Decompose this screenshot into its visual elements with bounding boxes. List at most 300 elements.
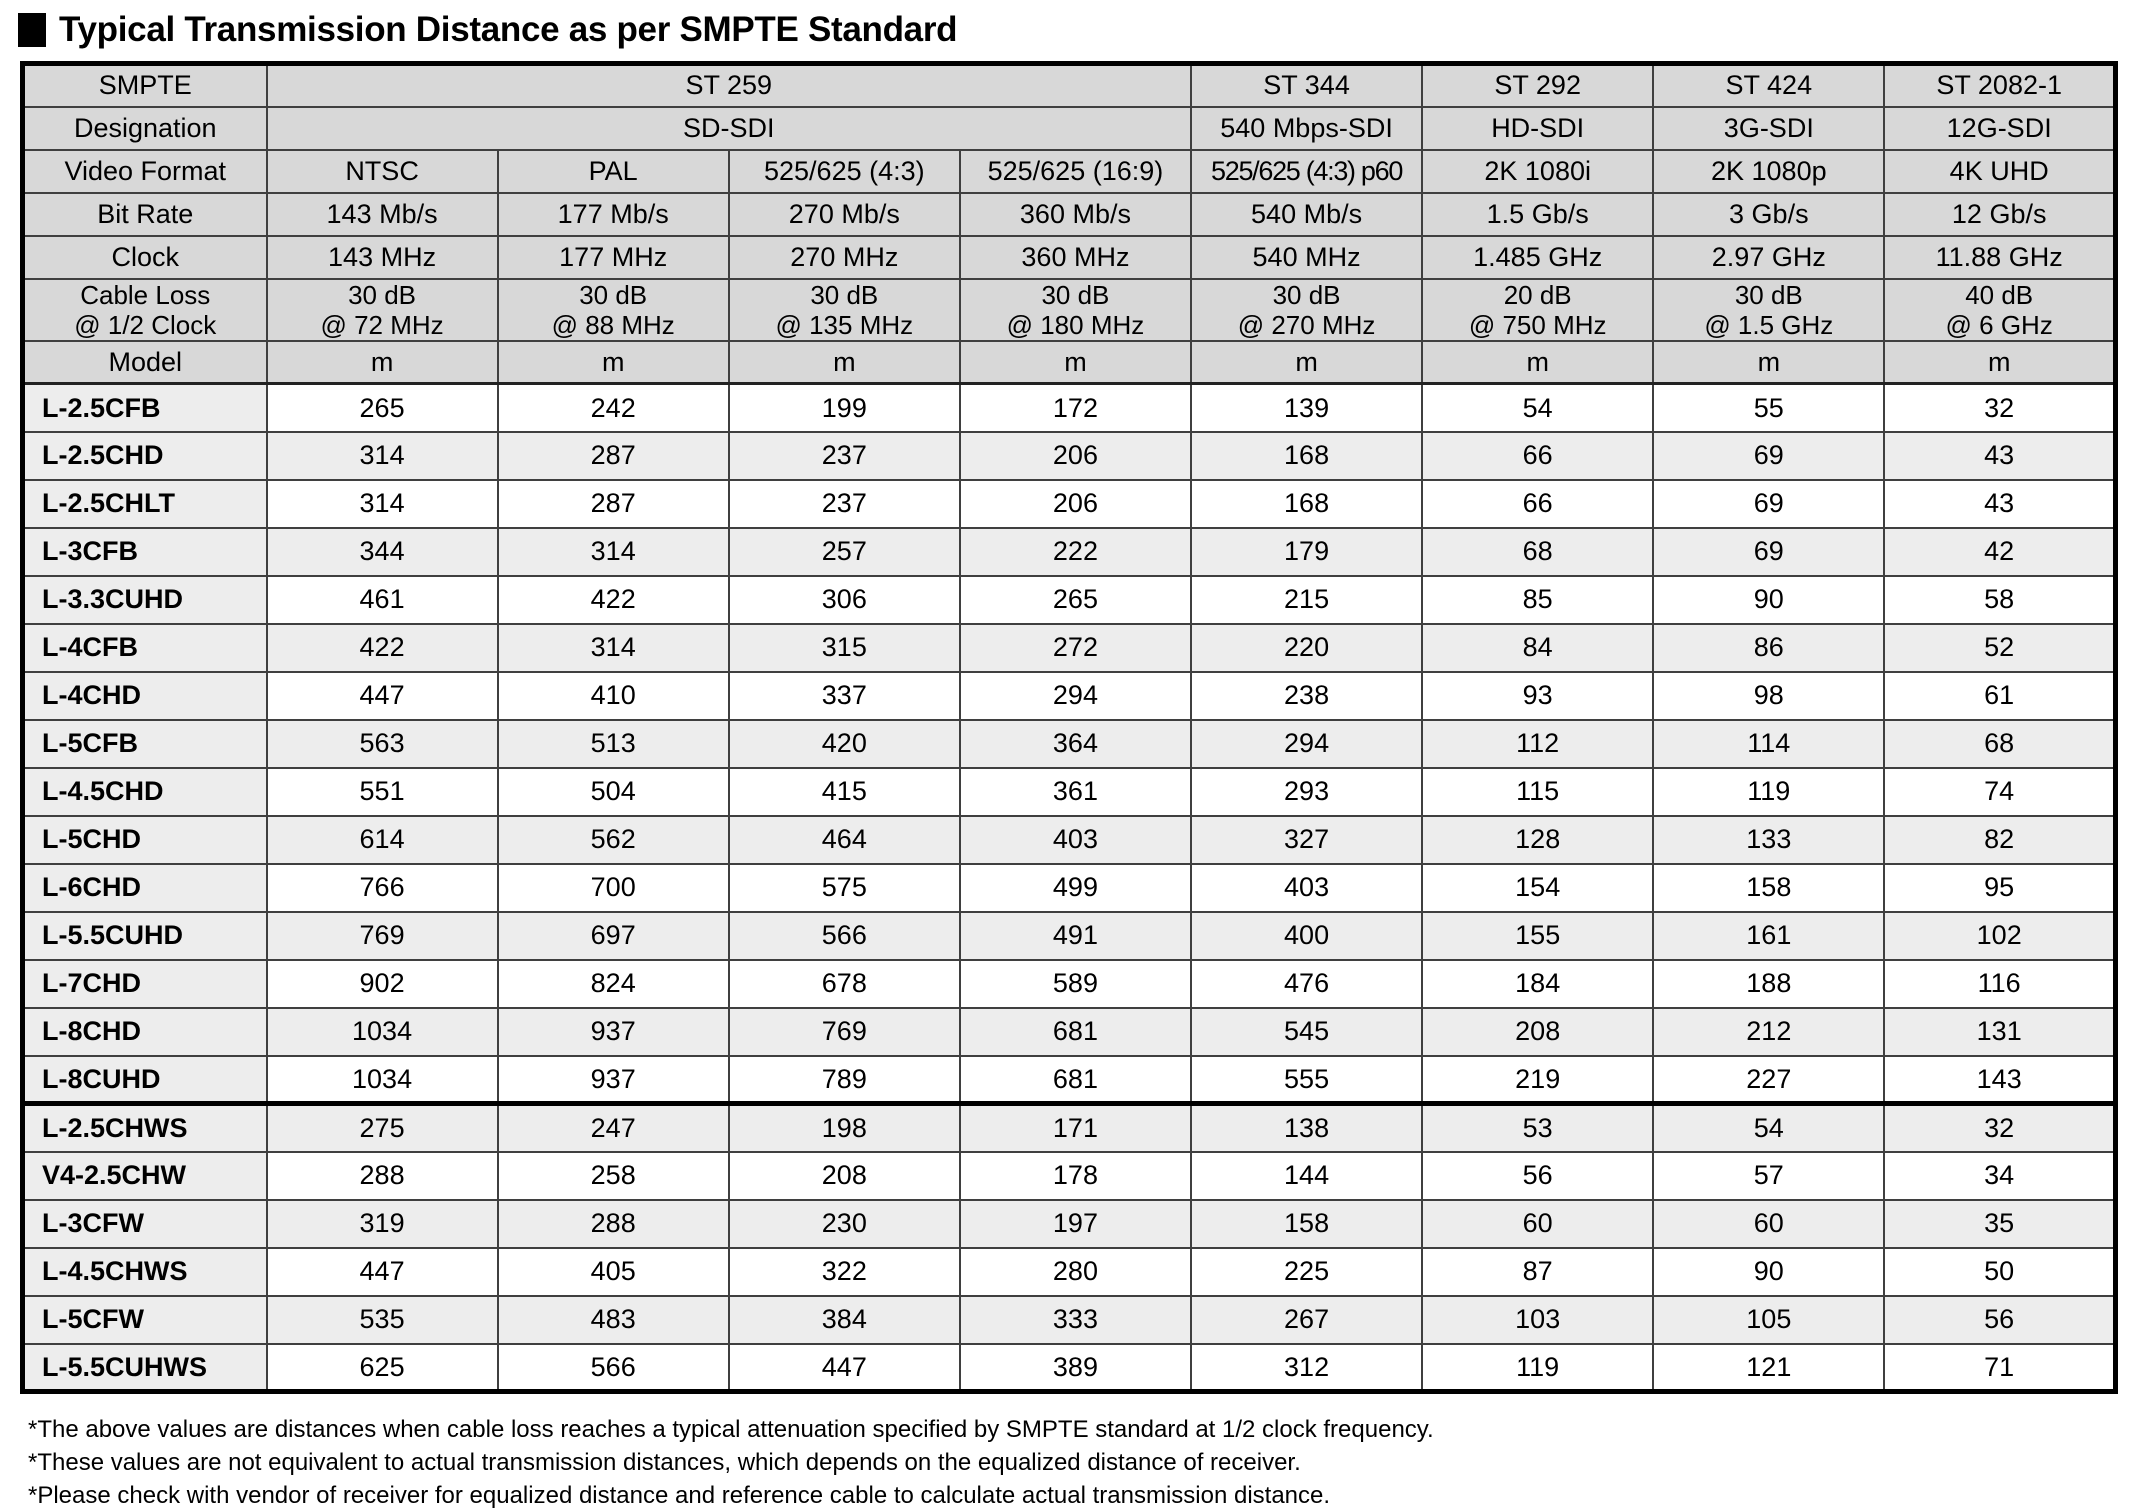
distance-value-cell-3: 389 [960, 1344, 1191, 1392]
distance-value-cell-6: 114 [1653, 720, 1884, 768]
cable-loss-line-2: @ 72 MHz [320, 309, 444, 340]
distance-value-cell-4: 138 [1191, 1104, 1422, 1152]
model-name-cell: L-3CFW [23, 1200, 267, 1248]
footnote-3: *Please check with vendor of receiver for equalized distance and reference cable to calculate actual transmission distance. [28, 1482, 1331, 1510]
distance-value-cell-0: 902 [267, 960, 498, 1008]
distance-value-cell-5: 53 [1422, 1104, 1653, 1152]
distance-value-cell-2: 769 [729, 1008, 960, 1056]
unit-cell-6: m [1653, 341, 1884, 384]
designation-cell-0: SD-SDI [267, 107, 1192, 150]
model-row [23, 960, 2116, 1008]
distance-value-cell-3: 206 [960, 480, 1191, 528]
model-name-cell: L-4.5CHD [23, 768, 267, 816]
cable-loss-label-line1: Cable Loss [80, 279, 211, 310]
distance-value-cell-4: 168 [1191, 432, 1422, 480]
distance-value-cell-1: 937 [498, 1056, 729, 1104]
distance-value-cell-0: 551 [267, 768, 498, 816]
model-name-cell: L-5CFB [23, 720, 267, 768]
distance-value-cell-7: 58 [1884, 576, 2115, 624]
model-row [23, 816, 2116, 864]
distance-value-cell-4: 168 [1191, 480, 1422, 528]
distance-value-cell-4: 158 [1191, 1200, 1422, 1248]
model-name-cell: L-2.5CHWS [23, 1104, 267, 1152]
distance-value-cell-3: 265 [960, 576, 1191, 624]
distance-value-cell-3: 681 [960, 1008, 1191, 1056]
clock-cell-1: 177 MHz [498, 236, 729, 279]
distance-value-cell-6: 121 [1653, 1344, 1884, 1392]
unit-cell-2: m [729, 341, 960, 384]
distance-value-cell-2: 575 [729, 864, 960, 912]
distance-value-cell-0: 319 [267, 1200, 498, 1248]
cable-loss-line-2: @ 750 MHz [1468, 309, 1607, 340]
distance-value-cell-7: 50 [1884, 1248, 2115, 1296]
smpte-standard-cell-2: ST 292 [1422, 64, 1653, 107]
clock-cell-0: 143 MHz [267, 236, 498, 279]
distance-value-cell-0: 766 [267, 864, 498, 912]
distance-value-cell-7: 71 [1884, 1344, 2115, 1392]
distance-value-cell-5: 112 [1422, 720, 1653, 768]
header-row-cable-loss [23, 279, 2116, 341]
cable-loss-cell-3 [960, 279, 1191, 341]
row-label-designation: Designation [23, 107, 267, 150]
distance-value-cell-5: 119 [1422, 1344, 1653, 1392]
cable-loss-label-line2: @ 1/2 Clock [74, 309, 217, 340]
cable-loss-cell-2 [729, 279, 960, 341]
distance-value-cell-0: 535 [267, 1296, 498, 1344]
distance-value-cell-0: 614 [267, 816, 498, 864]
model-row [23, 912, 2116, 960]
unit-cell-0: m [267, 341, 498, 384]
distance-value-cell-5: 68 [1422, 528, 1653, 576]
smpte-standard-cell-4: ST 2082-1 [1884, 64, 2115, 107]
distance-value-cell-3: 280 [960, 1248, 1191, 1296]
distance-value-cell-6: 55 [1653, 384, 1884, 432]
distance-value-cell-3: 499 [960, 864, 1191, 912]
distance-value-cell-7: 35 [1884, 1200, 2115, 1248]
cable-loss-cell-6 [1653, 279, 1884, 341]
distance-value-cell-7: 82 [1884, 816, 2115, 864]
distance-value-cell-7: 56 [1884, 1296, 2115, 1344]
distance-value-cell-6: 119 [1653, 768, 1884, 816]
model-row [23, 576, 2116, 624]
distance-value-cell-7: 42 [1884, 528, 2115, 576]
row-label-cable-loss [23, 279, 267, 341]
cable-loss-line-1: 30 dB [810, 279, 879, 310]
distance-value-cell-7: 32 [1884, 1104, 2115, 1152]
distance-value-cell-2: 315 [729, 624, 960, 672]
designation-cell-3: 3G-SDI [1653, 107, 1884, 150]
clock-cell-7: 11.88 GHz [1884, 236, 2115, 279]
header-row-designation [23, 107, 2116, 150]
clock-cell-5: 1.485 GHz [1422, 236, 1653, 279]
bit-rate-cell-3: 360 Mb/s [960, 193, 1191, 236]
distance-value-cell-0: 625 [267, 1344, 498, 1392]
distance-value-cell-4: 327 [1191, 816, 1422, 864]
model-row [23, 1008, 2116, 1056]
distance-value-cell-4: 294 [1191, 720, 1422, 768]
distance-value-cell-1: 258 [498, 1152, 729, 1200]
distance-value-cell-1: 405 [498, 1248, 729, 1296]
distance-value-cell-1: 513 [498, 720, 729, 768]
model-name-cell: L-2.5CHD [23, 432, 267, 480]
distance-value-cell-4: 476 [1191, 960, 1422, 1008]
distance-value-cell-3: 403 [960, 816, 1191, 864]
distance-value-cell-5: 56 [1422, 1152, 1653, 1200]
video-format-cell-4: 525/625 (4:3) p60 [1191, 150, 1422, 193]
distance-value-cell-1: 697 [498, 912, 729, 960]
distance-value-cell-5: 154 [1422, 864, 1653, 912]
distance-value-cell-1: 824 [498, 960, 729, 1008]
model-row [23, 1344, 2116, 1392]
distance-value-cell-5: 87 [1422, 1248, 1653, 1296]
distance-value-cell-5: 54 [1422, 384, 1653, 432]
distance-value-cell-4: 312 [1191, 1344, 1422, 1392]
distance-value-cell-5: 219 [1422, 1056, 1653, 1104]
distance-value-cell-2: 420 [729, 720, 960, 768]
distance-value-cell-3: 361 [960, 768, 1191, 816]
distance-value-cell-5: 155 [1422, 912, 1653, 960]
distance-value-cell-2: 566 [729, 912, 960, 960]
distance-value-cell-2: 199 [729, 384, 960, 432]
distance-value-cell-4: 293 [1191, 768, 1422, 816]
distance-value-cell-6: 90 [1653, 1248, 1884, 1296]
bit-rate-cell-0: 143 Mb/s [267, 193, 498, 236]
cable-loss-line-1: 30 dB [579, 279, 648, 310]
model-name-cell: L-4CHD [23, 672, 267, 720]
distance-value-cell-6: 57 [1653, 1152, 1884, 1200]
distance-value-cell-5: 184 [1422, 960, 1653, 1008]
header-row-video-format [23, 150, 2116, 193]
cable-loss-line-1: 30 dB [1272, 279, 1341, 310]
distance-value-cell-6: 69 [1653, 432, 1884, 480]
distance-value-cell-0: 422 [267, 624, 498, 672]
distance-value-cell-7: 68 [1884, 720, 2115, 768]
video-format-cell-7: 4K UHD [1884, 150, 2115, 193]
distance-value-cell-6: 90 [1653, 576, 1884, 624]
model-name-cell: L-5.5CUHD [23, 912, 267, 960]
model-name-cell: V4-2.5CHW [23, 1152, 267, 1200]
distance-value-cell-1: 314 [498, 624, 729, 672]
distance-value-cell-5: 115 [1422, 768, 1653, 816]
distance-value-cell-5: 128 [1422, 816, 1653, 864]
smpte-standard-cell-0: ST 259 [267, 64, 1192, 107]
bit-rate-cell-4: 540 Mb/s [1191, 193, 1422, 236]
distance-value-cell-7: 116 [1884, 960, 2115, 1008]
footnote-2: *These values are not equivalent to actual transmission distances, which depends on the equalized distance of receiver. [28, 1449, 1301, 1477]
distance-value-cell-4: 545 [1191, 1008, 1422, 1056]
distance-value-cell-1: 287 [498, 432, 729, 480]
distance-value-cell-1: 700 [498, 864, 729, 912]
model-row [23, 432, 2116, 480]
unit-cell-3: m [960, 341, 1191, 384]
distance-value-cell-3: 491 [960, 912, 1191, 960]
distance-value-cell-4: 267 [1191, 1296, 1422, 1344]
distance-value-cell-2: 415 [729, 768, 960, 816]
distance-value-cell-2: 337 [729, 672, 960, 720]
model-name-cell: L-5CHD [23, 816, 267, 864]
distance-value-cell-6: 60 [1653, 1200, 1884, 1248]
model-row [23, 384, 2116, 432]
distance-value-cell-6: 227 [1653, 1056, 1884, 1104]
distance-value-cell-0: 461 [267, 576, 498, 624]
cable-loss-line-2: @ 270 MHz [1237, 309, 1376, 340]
model-name-cell: L-2.5CHLT [23, 480, 267, 528]
model-row [23, 1248, 2116, 1296]
distance-value-cell-0: 265 [267, 384, 498, 432]
distance-value-cell-0: 288 [267, 1152, 498, 1200]
cable-loss-line-2: @ 6 GHz [1945, 309, 2053, 340]
distance-value-cell-5: 66 [1422, 480, 1653, 528]
video-format-cell-0: NTSC [267, 150, 498, 193]
distance-value-cell-2: 678 [729, 960, 960, 1008]
footnotes [28, 1416, 2134, 1510]
model-row [23, 1104, 2116, 1152]
page-title: Typical Transmission Distance as per SMPTE Standard [59, 10, 958, 49]
unit-cell-5: m [1422, 341, 1653, 384]
distance-value-cell-3: 294 [960, 672, 1191, 720]
distance-value-cell-7: 32 [1884, 384, 2115, 432]
distance-value-cell-5: 103 [1422, 1296, 1653, 1344]
distance-value-cell-3: 197 [960, 1200, 1191, 1248]
unit-cell-4: m [1191, 341, 1422, 384]
distance-value-cell-5: 60 [1422, 1200, 1653, 1248]
video-format-cell-5: 2K 1080i [1422, 150, 1653, 193]
model-row [23, 672, 2116, 720]
distance-value-cell-5: 66 [1422, 432, 1653, 480]
model-row [23, 1296, 2116, 1344]
bit-rate-cell-6: 3 Gb/s [1653, 193, 1884, 236]
distance-value-cell-2: 237 [729, 480, 960, 528]
distance-value-cell-2: 230 [729, 1200, 960, 1248]
cable-loss-cell-7 [1884, 279, 2115, 341]
distance-value-cell-2: 322 [729, 1248, 960, 1296]
table-header [23, 64, 2116, 384]
unit-cell-1: m [498, 341, 729, 384]
distance-value-cell-0: 275 [267, 1104, 498, 1152]
cable-loss-line-1: 30 dB [1041, 279, 1110, 310]
clock-cell-4: 540 MHz [1191, 236, 1422, 279]
cable-loss-line-1: 40 dB [1965, 279, 2034, 310]
distance-value-cell-3: 178 [960, 1152, 1191, 1200]
distance-value-cell-7: 102 [1884, 912, 2115, 960]
distance-value-cell-2: 306 [729, 576, 960, 624]
model-row [23, 624, 2116, 672]
distance-value-cell-2: 208 [729, 1152, 960, 1200]
distance-value-cell-0: 344 [267, 528, 498, 576]
cable-loss-line-2: @ 135 MHz [775, 309, 914, 340]
title-square-icon [18, 13, 46, 47]
model-name-cell: L-4.5CHWS [23, 1248, 267, 1296]
model-name-cell: L-6CHD [23, 864, 267, 912]
distance-value-cell-6: 161 [1653, 912, 1884, 960]
model-row [23, 1200, 2116, 1248]
model-row [23, 1152, 2116, 1200]
distance-value-cell-7: 143 [1884, 1056, 2115, 1104]
distance-value-cell-4: 555 [1191, 1056, 1422, 1104]
distance-value-cell-4: 403 [1191, 864, 1422, 912]
cable-loss-line-1: 30 dB [1734, 279, 1803, 310]
distance-value-cell-5: 93 [1422, 672, 1653, 720]
distance-value-cell-0: 1034 [267, 1056, 498, 1104]
distance-value-cell-2: 257 [729, 528, 960, 576]
row-label-bit-rate: Bit Rate [23, 193, 267, 236]
distance-value-cell-7: 52 [1884, 624, 2115, 672]
distance-value-cell-1: 242 [498, 384, 729, 432]
distance-value-cell-3: 272 [960, 624, 1191, 672]
distance-value-cell-1: 562 [498, 816, 729, 864]
distance-value-cell-2: 789 [729, 1056, 960, 1104]
cable-loss-cell-5 [1422, 279, 1653, 341]
distance-value-cell-3: 333 [960, 1296, 1191, 1344]
distance-value-cell-6: 158 [1653, 864, 1884, 912]
video-format-cell-1: PAL [498, 150, 729, 193]
model-rows-body [23, 384, 2116, 1392]
distance-value-cell-3: 206 [960, 432, 1191, 480]
distance-value-cell-7: 43 [1884, 432, 2115, 480]
cable-loss-cell-1 [498, 279, 729, 341]
cable-loss-line-1: 20 dB [1503, 279, 1572, 310]
distance-value-cell-4: 215 [1191, 576, 1422, 624]
distance-value-cell-3: 222 [960, 528, 1191, 576]
model-row [23, 1056, 2116, 1104]
distance-value-cell-0: 314 [267, 480, 498, 528]
header-row-bit-rate [23, 193, 2116, 236]
transmission-distance-table [20, 61, 2118, 1394]
distance-value-cell-1: 287 [498, 480, 729, 528]
distance-value-cell-4: 220 [1191, 624, 1422, 672]
model-name-cell: L-3.3CUHD [23, 576, 267, 624]
distance-value-cell-4: 179 [1191, 528, 1422, 576]
clock-cell-2: 270 MHz [729, 236, 960, 279]
distance-value-cell-6: 105 [1653, 1296, 1884, 1344]
model-name-cell: L-8CUHD [23, 1056, 267, 1104]
distance-value-cell-2: 447 [729, 1344, 960, 1392]
model-name-cell: L-3CFB [23, 528, 267, 576]
video-format-cell-3: 525/625 (16:9) [960, 150, 1191, 193]
distance-value-cell-7: 95 [1884, 864, 2115, 912]
designation-cell-1: 540 Mbps-SDI [1191, 107, 1422, 150]
distance-value-cell-5: 84 [1422, 624, 1653, 672]
distance-value-cell-7: 43 [1884, 480, 2115, 528]
model-row [23, 480, 2116, 528]
distance-value-cell-7: 34 [1884, 1152, 2115, 1200]
distance-value-cell-0: 314 [267, 432, 498, 480]
distance-value-cell-5: 208 [1422, 1008, 1653, 1056]
model-row [23, 864, 2116, 912]
distance-value-cell-0: 1034 [267, 1008, 498, 1056]
bit-rate-cell-7: 12 Gb/s [1884, 193, 2115, 236]
bit-rate-cell-1: 177 Mb/s [498, 193, 729, 236]
distance-value-cell-1: 410 [498, 672, 729, 720]
distance-value-cell-6: 54 [1653, 1104, 1884, 1152]
cable-loss-line-1: 30 dB [348, 279, 417, 310]
distance-value-cell-3: 364 [960, 720, 1191, 768]
distance-value-cell-7: 74 [1884, 768, 2115, 816]
designation-cell-2: HD-SDI [1422, 107, 1653, 150]
distance-value-cell-1: 566 [498, 1344, 729, 1392]
cable-loss-line-2: @ 180 MHz [1006, 309, 1145, 340]
distance-value-cell-4: 238 [1191, 672, 1422, 720]
row-label-video-format: Video Format [23, 150, 267, 193]
model-name-cell: L-7CHD [23, 960, 267, 1008]
header-row-clock [23, 236, 2116, 279]
model-row [23, 768, 2116, 816]
distance-value-cell-2: 237 [729, 432, 960, 480]
distance-value-cell-3: 171 [960, 1104, 1191, 1152]
cable-loss-line-2: @ 1.5 GHz [1704, 309, 1834, 340]
distance-value-cell-6: 69 [1653, 528, 1884, 576]
distance-value-cell-0: 447 [267, 1248, 498, 1296]
distance-value-cell-7: 61 [1884, 672, 2115, 720]
smpte-standard-cell-1: ST 344 [1191, 64, 1422, 107]
distance-value-cell-6: 188 [1653, 960, 1884, 1008]
distance-value-cell-1: 483 [498, 1296, 729, 1344]
bit-rate-cell-5: 1.5 Gb/s [1422, 193, 1653, 236]
cable-loss-cell-4 [1191, 279, 1422, 341]
model-name-cell: L-5.5CUHWS [23, 1344, 267, 1392]
clock-cell-6: 2.97 GHz [1653, 236, 1884, 279]
distance-value-cell-4: 139 [1191, 384, 1422, 432]
distance-value-cell-4: 400 [1191, 912, 1422, 960]
model-name-cell: L-8CHD [23, 1008, 267, 1056]
distance-value-cell-1: 937 [498, 1008, 729, 1056]
distance-value-cell-0: 563 [267, 720, 498, 768]
model-row [23, 528, 2116, 576]
distance-value-cell-3: 172 [960, 384, 1191, 432]
distance-value-cell-6: 212 [1653, 1008, 1884, 1056]
unit-cell-7: m [1884, 341, 2115, 384]
clock-cell-3: 360 MHz [960, 236, 1191, 279]
distance-value-cell-1: 247 [498, 1104, 729, 1152]
distance-value-cell-3: 681 [960, 1056, 1191, 1104]
distance-value-cell-3: 589 [960, 960, 1191, 1008]
distance-value-cell-6: 98 [1653, 672, 1884, 720]
distance-value-cell-1: 314 [498, 528, 729, 576]
video-format-cell-6: 2K 1080p [1653, 150, 1884, 193]
distance-value-cell-1: 422 [498, 576, 729, 624]
distance-value-cell-0: 447 [267, 672, 498, 720]
page-title-row [0, 0, 2134, 50]
distance-value-cell-2: 384 [729, 1296, 960, 1344]
distance-value-cell-7: 131 [1884, 1008, 2115, 1056]
model-name-cell: L-4CFB [23, 624, 267, 672]
cable-loss-line-2: @ 88 MHz [551, 309, 675, 340]
distance-value-cell-2: 464 [729, 816, 960, 864]
header-row-model-units [23, 341, 2116, 384]
distance-value-cell-6: 69 [1653, 480, 1884, 528]
row-label-clock: Clock [23, 236, 267, 279]
model-row [23, 720, 2116, 768]
row-label-smpte: SMPTE [23, 64, 267, 107]
distance-value-cell-0: 769 [267, 912, 498, 960]
distance-value-cell-4: 144 [1191, 1152, 1422, 1200]
video-format-cell-2: 525/625 (4:3) [729, 150, 960, 193]
cable-loss-cell-0 [267, 279, 498, 341]
distance-value-cell-4: 225 [1191, 1248, 1422, 1296]
distance-value-cell-6: 86 [1653, 624, 1884, 672]
model-name-cell: L-5CFW [23, 1296, 267, 1344]
distance-value-cell-1: 504 [498, 768, 729, 816]
row-label-model: Model [23, 341, 267, 384]
distance-value-cell-1: 288 [498, 1200, 729, 1248]
distance-value-cell-5: 85 [1422, 576, 1653, 624]
smpte-standard-cell-3: ST 424 [1653, 64, 1884, 107]
bit-rate-cell-2: 270 Mb/s [729, 193, 960, 236]
header-row-smpte [23, 64, 2116, 107]
footnote-1: *The above values are distances when cable loss reaches a typical attenuation specified by SMPTE standard at 1/2 clock frequency. [28, 1416, 1434, 1444]
designation-cell-4: 12G-SDI [1884, 107, 2115, 150]
distance-value-cell-2: 198 [729, 1104, 960, 1152]
